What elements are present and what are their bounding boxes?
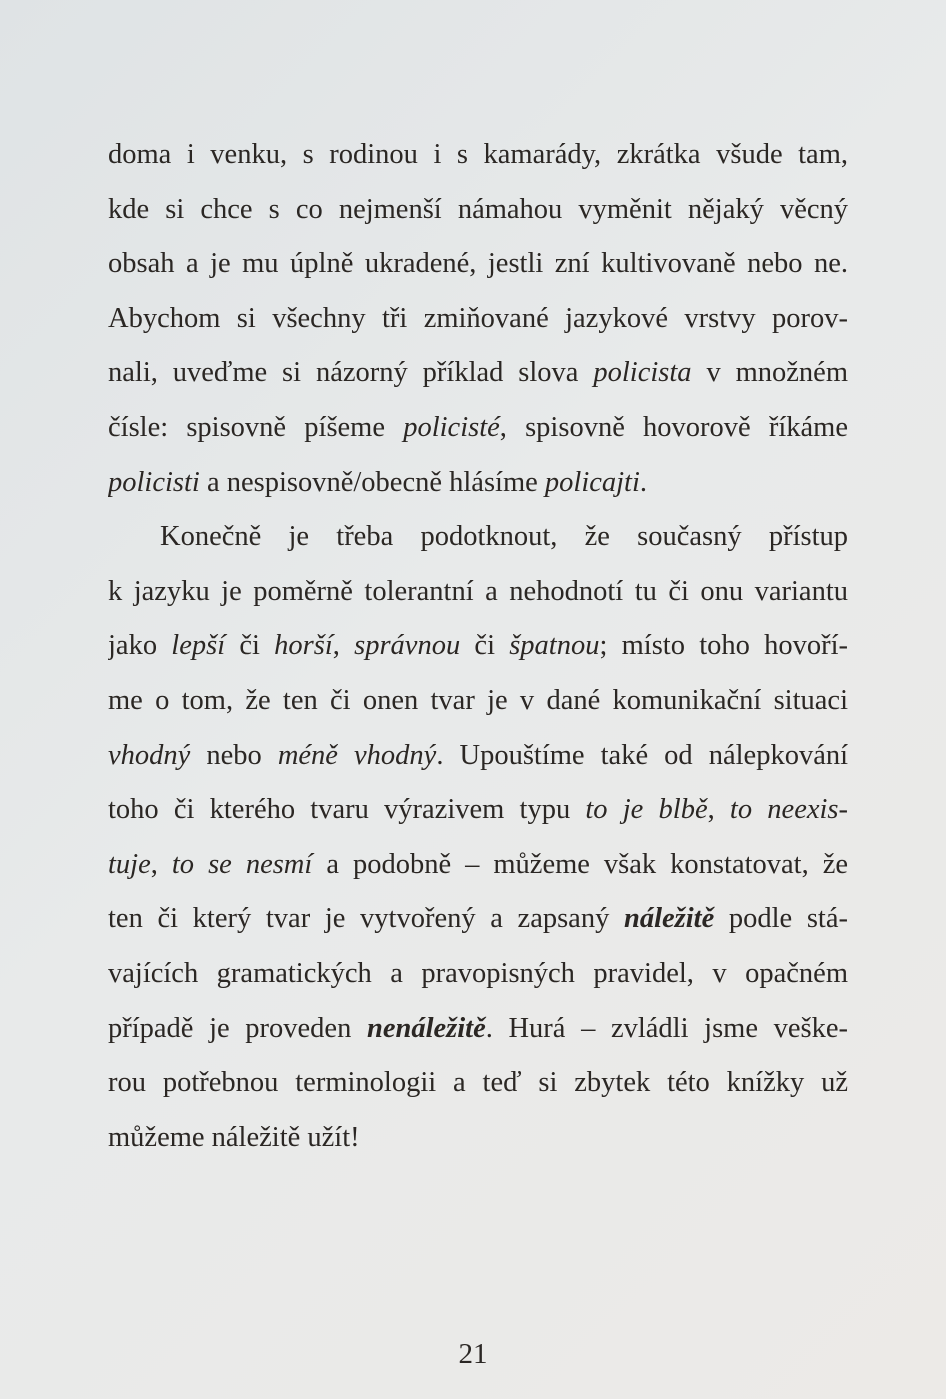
text-run: me o tom, že ten či onen tvar je v dané komunikační situaci bbox=[108, 684, 848, 716]
text-line bbox=[108, 346, 848, 401]
text-line bbox=[108, 401, 848, 456]
text-run: kde si chce s co nejmenší námahou vyměnit nějaký věcný bbox=[108, 193, 848, 225]
text-run: ; místo toho hovoří- bbox=[599, 630, 848, 662]
italic-term: lepší bbox=[171, 630, 226, 662]
text-run: čísle: spisovně píšeme bbox=[108, 411, 404, 443]
text-line bbox=[108, 183, 848, 238]
text-run: případě je proveden bbox=[108, 1012, 367, 1044]
page-number: 21 bbox=[458, 1338, 488, 1370]
text-line bbox=[108, 947, 848, 1002]
italic-term: správnou bbox=[354, 630, 461, 662]
text-line bbox=[108, 292, 848, 347]
text-line bbox=[108, 1002, 848, 1057]
text-run: Konečně je třeba podotknout, že současný přístup bbox=[160, 521, 848, 553]
text-line bbox=[108, 783, 848, 838]
text-run: můžeme náležitě užít! bbox=[108, 1121, 360, 1153]
text-run: vajících gramatických a pravopisných pravidel, v opačném bbox=[108, 957, 848, 989]
text-run: . Hurá – zvládli jsme veške- bbox=[485, 1012, 848, 1044]
text-run: doma i venku, s rodinou i s kamarády, zkrátka všude tam, bbox=[108, 139, 848, 170]
italic-term: policisté bbox=[403, 411, 500, 443]
italic-term: to se nesmí bbox=[171, 848, 313, 880]
italic-term: vhodný bbox=[108, 739, 191, 771]
text-run: ten či který tvar je vytvořený a zapsaný bbox=[108, 903, 624, 935]
italic-term: špatnou bbox=[509, 630, 600, 662]
italic-term: to neexis- bbox=[729, 794, 848, 826]
italic-term: policajti bbox=[544, 466, 640, 498]
text-line bbox=[108, 729, 848, 784]
text-run: . bbox=[639, 466, 648, 498]
text-line bbox=[108, 1056, 848, 1111]
text-line bbox=[108, 892, 848, 947]
text-line bbox=[108, 456, 848, 511]
text-run: , bbox=[150, 848, 172, 880]
text-run: k jazyku je poměrně tolerantní a nehodnotí tu či onu variantu bbox=[108, 575, 848, 607]
bold-italic-term: náležitě bbox=[623, 903, 715, 935]
text-run: toho či kterého tvaru výrazivem typu bbox=[108, 794, 586, 826]
text-line bbox=[108, 128, 848, 183]
text-run: , bbox=[707, 794, 730, 826]
text-run: nali, uveďme si názorný příklad slova bbox=[108, 357, 594, 389]
text-run: či bbox=[225, 630, 275, 662]
text-line bbox=[108, 565, 848, 620]
text-line bbox=[108, 674, 848, 729]
text-run: jako bbox=[108, 630, 172, 662]
italic-term: méně vhodný bbox=[277, 739, 437, 771]
text-run: v množném bbox=[691, 357, 848, 389]
body-text bbox=[108, 128, 848, 1165]
text-line bbox=[108, 838, 848, 893]
text-line bbox=[108, 510, 848, 565]
italic-term: policista bbox=[593, 357, 692, 389]
text-line bbox=[108, 237, 848, 292]
text-run: . Upouštíme také od nálepkování bbox=[436, 739, 848, 771]
text-run: podle stá- bbox=[714, 903, 848, 935]
bold-italic-term: nenáležitě bbox=[366, 1012, 486, 1044]
text-run: rou potřebnou terminologii a teď si zbytek této knížky už bbox=[108, 1067, 848, 1099]
text-line bbox=[108, 619, 848, 674]
text-line bbox=[108, 1111, 848, 1166]
text-run: a nespisovně/obecně hlásíme bbox=[199, 466, 545, 498]
italic-term: tuje bbox=[108, 848, 151, 880]
text-run: nebo bbox=[190, 739, 278, 771]
text-run: obsah a je mu úplně ukradené, jestli zní kultivovaně nebo ne. bbox=[108, 248, 848, 280]
italic-term: horší bbox=[274, 630, 333, 662]
text-run: a podobně – můžeme však konstatovat, že bbox=[312, 848, 848, 880]
italic-term: to je blbě bbox=[585, 794, 708, 826]
italic-term: policisti bbox=[108, 466, 200, 498]
text-run: , spisovně hovorově říkáme bbox=[499, 411, 848, 443]
text-run: , bbox=[332, 630, 355, 662]
text-run: či bbox=[460, 630, 510, 662]
text-run: Abychom si všechny tři zmiňované jazykové vrstvy porov- bbox=[108, 302, 848, 334]
